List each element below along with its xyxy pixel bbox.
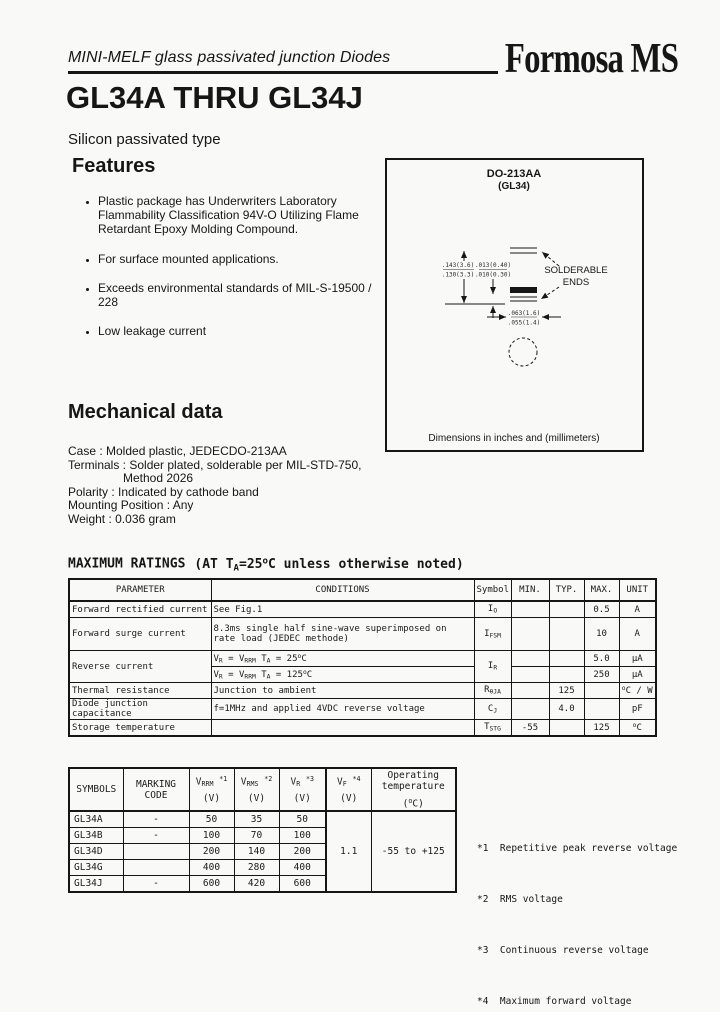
vrms-cell: 420 bbox=[234, 876, 279, 893]
feature-item: • Plastic package has Underwriters Laboratory Flammability Classification 94V-O Utilizing Flame Retardant Epoxy Molding Compound. bbox=[98, 194, 386, 237]
tagline-rule bbox=[68, 71, 498, 74]
col-vrms-name: $V_{RMS}$ $^{*2}$ bbox=[240, 775, 273, 788]
package-diagram-box bbox=[385, 158, 644, 452]
max-cell: 5.0 bbox=[584, 651, 619, 667]
conditions-cell: See Fig.1 bbox=[211, 601, 474, 618]
conditions-cell: $V_R = V_{RRM}$ $T_A = 125^oC$ bbox=[211, 667, 474, 683]
unit-cell: A bbox=[619, 601, 656, 618]
symbol-cell: $I_{FSM}$ bbox=[474, 618, 511, 651]
page-subtitle: Silicon passivated type bbox=[68, 131, 221, 148]
marking-cell: - bbox=[123, 811, 189, 828]
footnotes bbox=[477, 806, 677, 1012]
table-header-row bbox=[69, 768, 456, 811]
mechanical-heading: Mechanical data bbox=[68, 401, 223, 423]
max-cell: 10 bbox=[584, 618, 619, 651]
mechanical-section bbox=[68, 401, 361, 526]
conditions-cell: f=1MHz and applied 4VDC reverse voltage bbox=[211, 699, 474, 720]
table-row bbox=[69, 651, 656, 667]
table-row bbox=[69, 601, 656, 618]
col-vrms-unit: (V) bbox=[247, 792, 266, 804]
table-header-row bbox=[69, 579, 656, 601]
unit-cell: pF bbox=[619, 699, 656, 720]
col-max: MAX. bbox=[584, 579, 619, 601]
max-cell: 0.5 bbox=[584, 601, 619, 618]
col-symbol: Symbol bbox=[474, 579, 511, 601]
col-parameter: PARAMETER bbox=[69, 579, 211, 601]
marking-cell bbox=[123, 860, 189, 876]
feature-item: • Low leakage current bbox=[98, 324, 386, 338]
package-outline-drawing bbox=[387, 160, 642, 450]
table-row bbox=[69, 618, 656, 651]
min-cell bbox=[511, 699, 549, 720]
symbol-cell: $I_R$ bbox=[474, 651, 511, 683]
vrms-cell: 35 bbox=[234, 811, 279, 828]
type-cell: GL34G bbox=[69, 860, 123, 876]
unit-cell: $^o$C / W bbox=[619, 683, 656, 699]
cap-dim-min: .010(0.30) bbox=[474, 271, 512, 279]
typ-cell bbox=[549, 618, 584, 651]
vf-cell: 1.1 bbox=[326, 811, 371, 892]
max-ratings-title bbox=[68, 556, 464, 573]
type-cell: GL34A bbox=[69, 811, 123, 828]
parameter-cell: Storage temperature bbox=[69, 720, 211, 737]
vrrm-cell: 100 bbox=[189, 828, 234, 844]
feature-item: • For surface mounted applications. bbox=[98, 252, 386, 266]
page-title: GL34A THRU GL34J bbox=[66, 80, 363, 115]
mechanical-lines bbox=[68, 445, 361, 526]
col-unit: UNIT bbox=[619, 579, 656, 601]
leader-arrow-top bbox=[542, 252, 559, 266]
col-operating-temperature bbox=[371, 768, 456, 811]
symbol-cell: $I_O$ bbox=[474, 601, 511, 618]
conditions-cell: $V_R = V_{RRM}$ $T_A = 25^oC$ bbox=[211, 651, 474, 667]
table-row bbox=[69, 720, 656, 737]
col-marking-code: MARKING CODE bbox=[123, 768, 189, 811]
doc-tagline: MINI-MELF glass passivated junction Diodes bbox=[68, 49, 391, 66]
vr-cell: 200 bbox=[279, 844, 326, 860]
mech-terminals-method: Method 2026 bbox=[123, 471, 194, 485]
typ-cell: 4.0 bbox=[549, 699, 584, 720]
operating-temperature-cell: -55 to +125 bbox=[371, 811, 456, 892]
col-symbols: SYMBOLS bbox=[69, 768, 123, 811]
type-selection-table bbox=[68, 767, 457, 893]
brand-logo: Formosa MS bbox=[504, 36, 678, 82]
col-vr-unit: (V) bbox=[293, 792, 311, 804]
vrrm-cell: 50 bbox=[189, 811, 234, 828]
parameter-cell: Diode junction capacitance bbox=[69, 699, 211, 720]
typ-cell bbox=[549, 651, 584, 667]
col-min: MIN. bbox=[511, 579, 549, 601]
col-optemp-name: Operating temperature bbox=[381, 769, 445, 792]
package-alias: (GL34) bbox=[498, 181, 530, 192]
end-view-circle bbox=[509, 338, 537, 366]
mech-weight: Weight : 0.036 gram bbox=[68, 511, 176, 526]
vrms-cell: 280 bbox=[234, 860, 279, 876]
col-conditions: CONDITIONS bbox=[211, 579, 474, 601]
min-cell bbox=[511, 651, 549, 667]
table-row bbox=[69, 699, 656, 720]
solderable-ends-label: ENDS bbox=[562, 277, 590, 288]
features-section bbox=[72, 155, 392, 353]
type-cell: GL34J bbox=[69, 876, 123, 893]
typ-cell bbox=[549, 667, 584, 683]
parameter-cell: Reverse current bbox=[69, 651, 211, 683]
col-vrrm-name: $V_{RRM}$ $^{*1}$ bbox=[195, 775, 228, 788]
col-vrrm bbox=[189, 768, 234, 811]
col-typ: TYP. bbox=[549, 579, 584, 601]
dimensions-note: Dimensions in inches and (millimeters) bbox=[428, 433, 600, 444]
max-cell: 250 bbox=[584, 667, 619, 683]
vrrm-cell: 400 bbox=[189, 860, 234, 876]
dia-dim-max: .063(1.6) bbox=[507, 310, 541, 317]
length-dim-min: .130(3.3) bbox=[441, 271, 475, 279]
dia-dim-min: .055(1.4) bbox=[507, 319, 541, 327]
col-vr-name: $V_R$ $^{*3}$ bbox=[290, 775, 314, 788]
marking-cell: - bbox=[123, 876, 189, 893]
unit-cell: μA bbox=[619, 651, 656, 667]
features-list bbox=[72, 194, 386, 338]
table-row bbox=[69, 811, 456, 828]
min-cell bbox=[511, 601, 549, 618]
unit-cell: A bbox=[619, 618, 656, 651]
footnote: *1 Repetitive peak reverse voltage bbox=[477, 843, 678, 854]
leader-arrow-bottom bbox=[541, 287, 559, 299]
parameter-cell: Forward surge current bbox=[69, 618, 211, 651]
vrms-cell: 70 bbox=[234, 828, 279, 844]
max-ratings-title-note: (AT $T_A=25^oC$ unless otherwise noted) bbox=[194, 556, 464, 573]
parameter-cell: Forward rectified current bbox=[69, 601, 211, 618]
type-cell: GL34B bbox=[69, 828, 123, 844]
mech-mounting: Mounting Position : Any bbox=[68, 498, 194, 512]
unit-cell: μA bbox=[619, 667, 656, 683]
vr-cell: 50 bbox=[279, 811, 326, 828]
vr-cell: 100 bbox=[279, 828, 326, 844]
parameter-cell: Thermal resistance bbox=[69, 683, 211, 699]
typ-cell bbox=[549, 601, 584, 618]
marking-cell bbox=[123, 844, 189, 860]
unit-cell: $^o$C bbox=[619, 720, 656, 737]
typ-cell: 125 bbox=[549, 683, 584, 699]
vrrm-cell: 200 bbox=[189, 844, 234, 860]
conditions-cell: Junction to ambient bbox=[211, 683, 474, 699]
length-dim-max: .143(3.6) bbox=[441, 262, 475, 269]
feature-item: • Exceeds environmental standards of MIL-S-19500 / 228 bbox=[98, 281, 386, 309]
max-cell bbox=[584, 683, 619, 699]
min-cell bbox=[511, 667, 549, 683]
max-cell: 125 bbox=[584, 720, 619, 737]
col-optemp-unit: ($^o$C) bbox=[402, 796, 424, 810]
col-vr bbox=[279, 768, 326, 811]
footnote: *2 RMS voltage bbox=[477, 894, 563, 905]
vr-cell: 600 bbox=[279, 876, 326, 893]
conditions-cell bbox=[211, 720, 474, 737]
conditions-cell: 8.3ms single half sine-wave superimposed on rate load (JEDEC methode) bbox=[211, 618, 474, 651]
min-cell: -55 bbox=[511, 720, 549, 737]
vr-cell: 400 bbox=[279, 860, 326, 876]
mech-terminals: Terminals : Solder plated, solderable per MIL-STD-750, bbox=[68, 457, 362, 472]
typ-cell bbox=[549, 720, 584, 737]
footnote: *4 Maximum forward voltage bbox=[477, 996, 632, 1007]
col-vf-name: $V_F$ $^{*4}$ bbox=[337, 775, 361, 788]
col-vrms bbox=[234, 768, 279, 811]
cathode-band bbox=[510, 287, 537, 293]
marking-cell: - bbox=[123, 828, 189, 844]
features-heading: Features bbox=[72, 155, 156, 177]
col-vrrm-unit: (V) bbox=[202, 792, 221, 804]
max-ratings-table bbox=[68, 578, 657, 737]
table-row bbox=[69, 683, 656, 699]
package-name: DO-213AA bbox=[486, 168, 542, 180]
type-cell: GL34D bbox=[69, 844, 123, 860]
min-cell bbox=[511, 683, 549, 699]
footnote: *3 Continuous reverse voltage bbox=[477, 945, 649, 956]
col-vf bbox=[326, 768, 371, 811]
max-cell bbox=[584, 699, 619, 720]
mech-case: Case : Molded plastic, JEDECDO-213AA bbox=[68, 444, 287, 458]
vrrm-cell: 600 bbox=[189, 876, 234, 893]
col-vf-unit: (V) bbox=[340, 792, 358, 804]
vrms-cell: 140 bbox=[234, 844, 279, 860]
mech-polarity: Polarity : Indicated by cathode band bbox=[68, 484, 259, 499]
solderable-ends-label: SOLDERABLE bbox=[544, 265, 608, 276]
symbol-cell: $R_{\theta JA}$ bbox=[474, 683, 511, 699]
symbol-cell: $T_{STG}$ bbox=[474, 720, 511, 737]
max-ratings-title-text: MAXIMUM RATINGS bbox=[68, 556, 186, 572]
cap-dim-max: .013(0.40) bbox=[474, 262, 512, 269]
symbol-cell: $C_J$ bbox=[474, 699, 511, 720]
min-cell bbox=[511, 618, 549, 651]
